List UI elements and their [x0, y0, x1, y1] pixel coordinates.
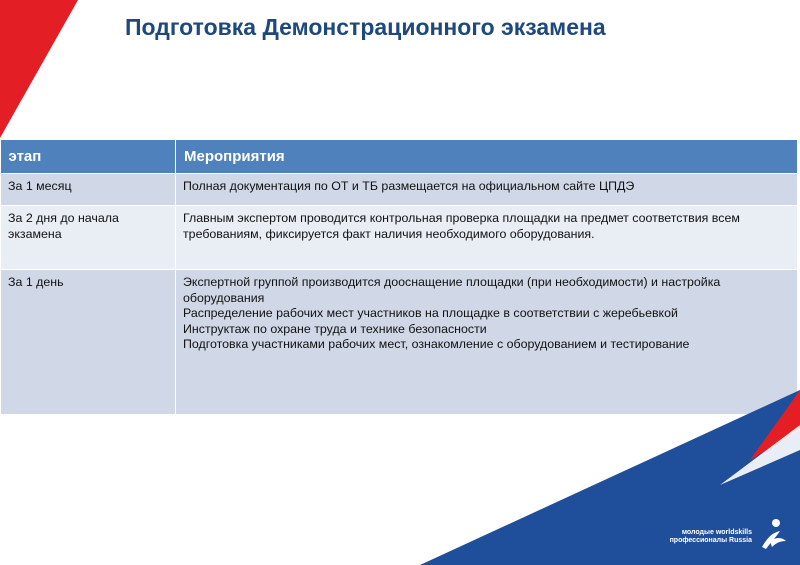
brand-logo — [648, 513, 788, 553]
table-row — [1, 206, 798, 270]
brand-logo-text: молодые worldskills профессионалы Russia — [669, 529, 752, 544]
table-header-row — [1, 140, 798, 174]
table-row — [1, 174, 798, 206]
red-corner-decoration — [0, 0, 80, 140]
activities-cell: Экспертной группой производится дооснащение площадки (при необходимости) и настройка оборудования Распределение рабочих мест участников на площадке в соответствии с жеребьевкой Инструктаж по охране труда и технике безопасности Подготовка участниками рабочих мест, ознакомление с оборудованием и тестирование — [176, 270, 798, 415]
column-header-activities: Мероприятия — [176, 140, 798, 174]
stage-cell: За 1 месяц — [1, 174, 176, 206]
stage-cell: За 1 день — [1, 270, 176, 415]
activities-cell: Главным экспертом проводится контрольная проверка площадки на предмет соответствия всем требованиям, фиксируется факт наличия необходимого оборудования. — [176, 206, 798, 270]
stage-cell: За 2 дня до начала экзамена — [1, 206, 176, 270]
activities-cell: Полная документация по ОТ и ТБ размещается на официальном сайте ЦПДЭ — [176, 174, 798, 206]
column-header-stage: этап — [1, 140, 176, 174]
worldskills-logo-icon — [758, 517, 788, 551]
exam-schedule-table — [0, 140, 798, 415]
page-title: Подготовка Демонстрационного экзамена — [125, 14, 606, 40]
